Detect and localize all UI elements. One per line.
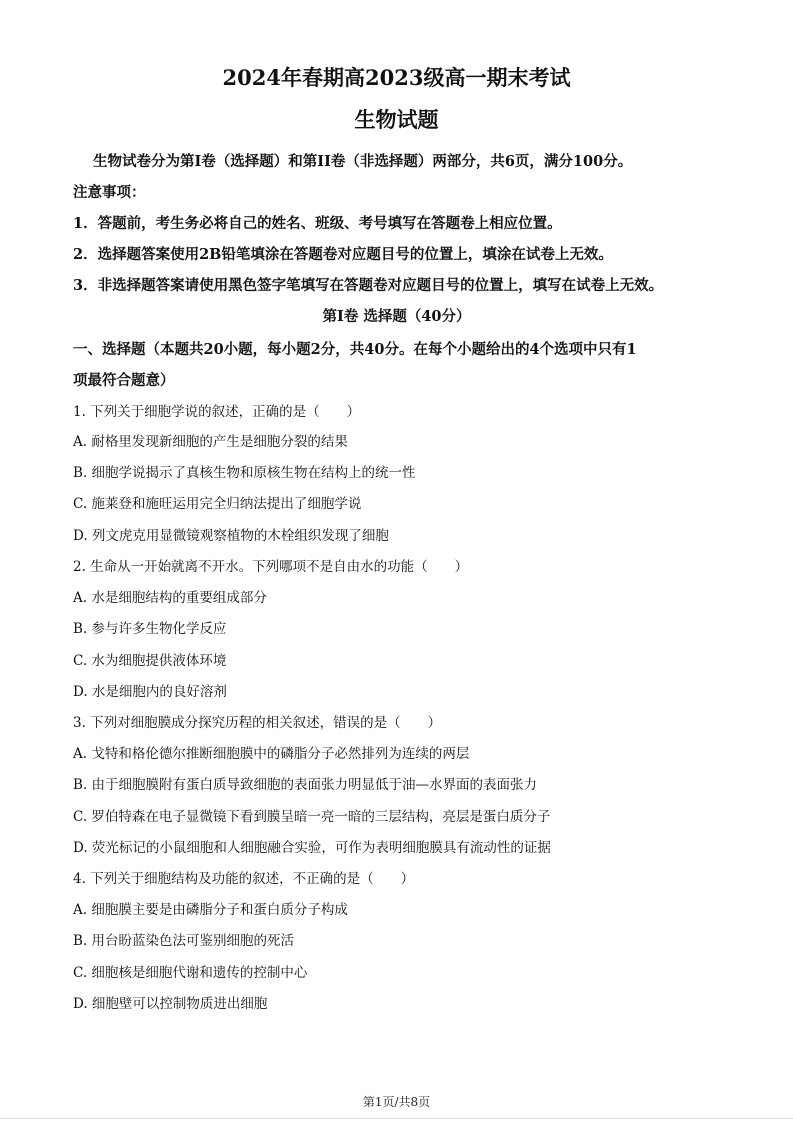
option-b: B. 细胞学说揭示了真核生物和原核生物在结构上的统一性 [73,465,416,481]
subject-title: 生物试题 [354,107,439,132]
option-b: B. 用台盼蓝染色法可鉴别细胞的死活 [73,933,295,949]
intro-text: 生物试卷分为第I卷（选择题）和第II卷（非选择题）两部分，共6页，满分100分。 [93,153,633,170]
section-heading-continued: 项最符合题意） [73,372,175,389]
option-a: A. 水是细胞结构的重要组成部分 [73,590,267,606]
option-a: A. 细胞膜主要是由磷脂分子和蛋白质分子构成 [73,902,348,918]
option-a: A. 耐格里发现新细胞的产生是细胞分裂的结果 [73,434,348,450]
option-d: D. 水是细胞内的良好溶剂 [73,684,227,700]
question-stem: 2. 生命从一开始就离不开水。下列哪项不是自由水的功能（ ） [73,559,469,575]
option-a: A. 戈特和格伦德尔推断细胞膜中的磷脂分子必然排列为连续的两层 [73,746,470,762]
option-b: B. 由于细胞膜附有蛋白质导致细胞的表面张力明显低于油—水界面的表面张力 [73,777,538,793]
page-bottom-divider [0,1118,793,1119]
option-c: C. 罗伯特森在电子显微镜下看到膜呈暗一亮一暗的三层结构，亮层是蛋白质分子 [73,809,551,825]
page-number: 第1页/共8页 [362,1095,431,1109]
notice-item: 3．非选择题答案请使用黑色签字笔填写在答题卷对应题目号的位置上，填写在试卷上无效。 [73,277,664,294]
notice-item: 1．答题前，考生务必将自己的姓名、班级、考号填写在答题卷上相应位置。 [73,215,562,232]
option-c: C. 水为细胞提供液体环境 [73,653,227,669]
option-d: D. 列文虎克用显微镜观察植物的木栓组织发现了细胞 [73,528,389,544]
section-heading: 一、选择题（本题共20小题，每小题2分，共40分。在每个小题给出的4个选项中只有1 [73,341,637,358]
option-b: B. 参与许多生物化学反应 [73,621,227,637]
option-c: C. 施莱登和施旺运用完全归纳法提出了细胞学说 [73,496,362,512]
exam-title: 2024年春期高2023级高一期末考试 [222,65,571,90]
option-d: D. 荧光标记的小鼠细胞和人细胞融合实验，可作为表明细胞膜具有流动性的证据 [73,840,551,856]
option-d: D. 细胞壁可以控制物质进出细胞 [73,996,268,1012]
part-heading: 第I卷 选择题（40分） [322,308,471,325]
question-stem: 1. 下列关于细胞学说的叙述，正确的是（ ） [73,404,361,420]
question-stem: 3. 下列对细胞膜成分探究历程的相关叙述，错误的是（ ） [73,715,442,731]
notice-heading: 注意事项： [73,184,146,201]
question-stem: 4. 下列关于细胞结构及功能的叙述，不正确的是（ ） [73,871,415,887]
notice-item: 2．选择题答案使用2B铅笔填涂在答题卷对应题目号的位置上，填涂在试卷上无效。 [73,246,613,263]
option-c: C. 细胞核是细胞代谢和遗传的控制中心 [73,965,308,981]
